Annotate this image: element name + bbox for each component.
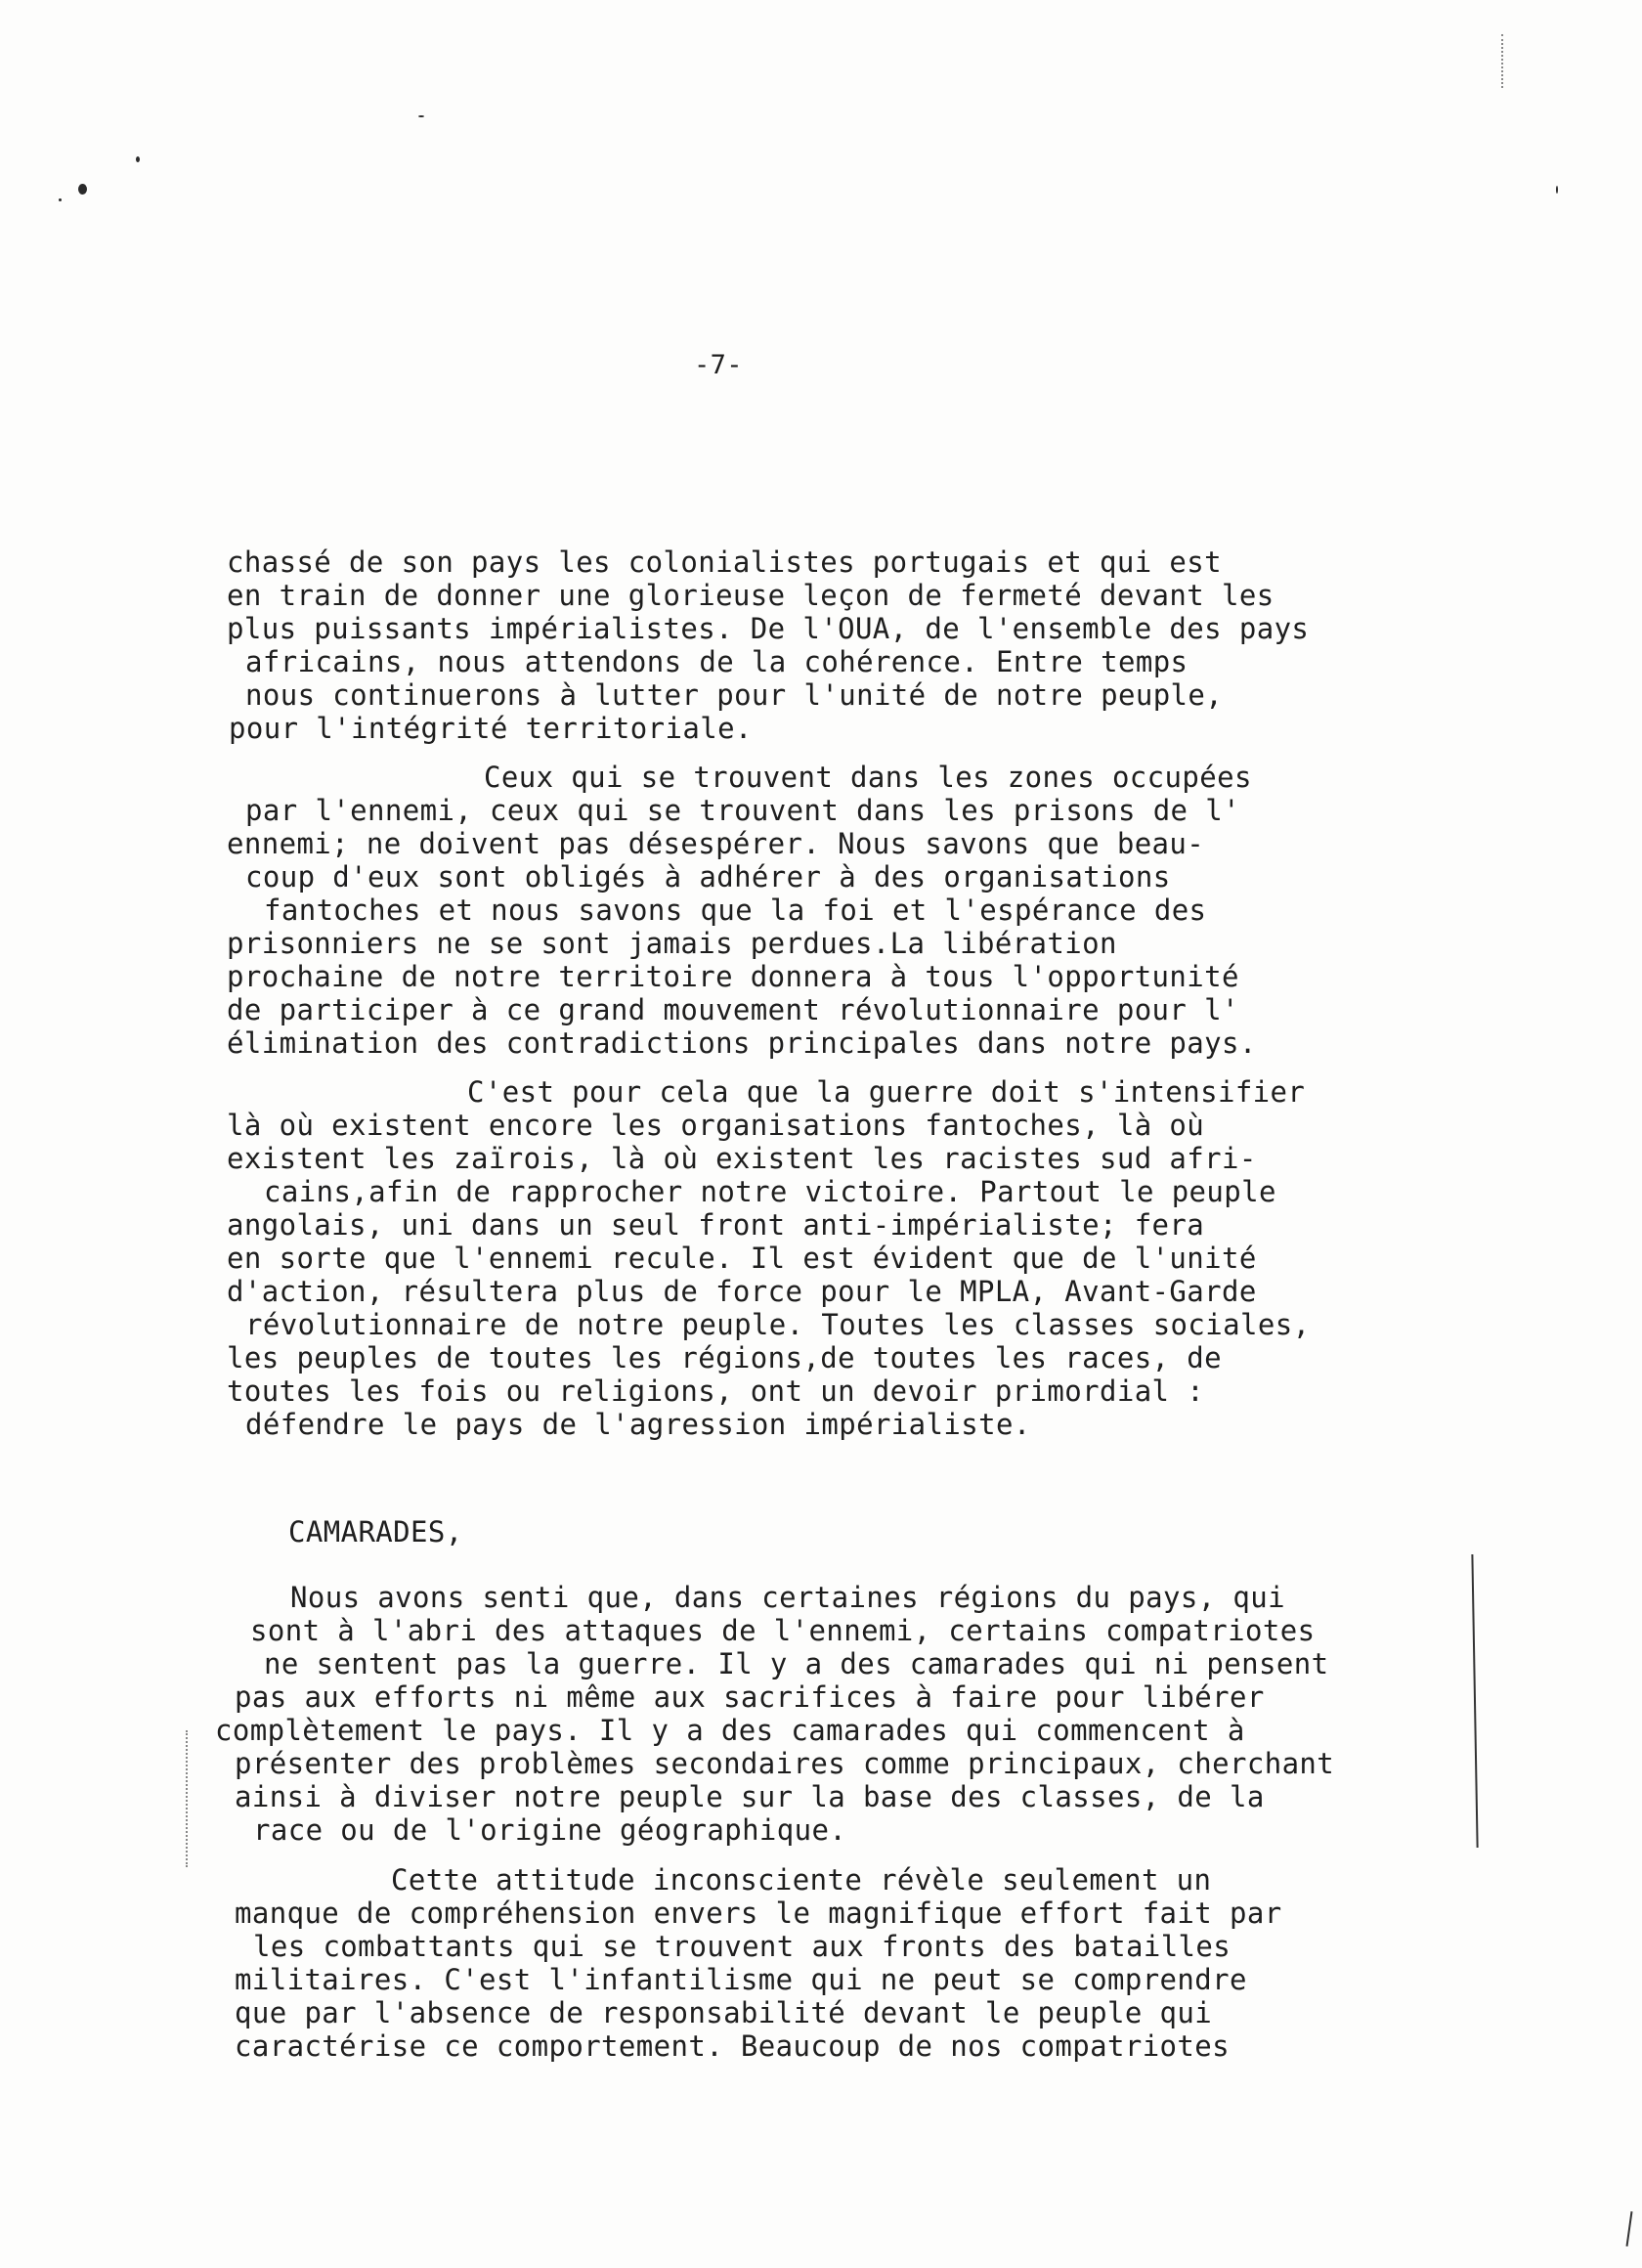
page-number: -7-: [694, 350, 743, 380]
text-line: prisonniers ne se sont jamais perdues.La libération: [227, 927, 1117, 960]
text-line: existent les zaïrois, là où existent les racistes sud afri-: [227, 1142, 1257, 1175]
text-line: pas aux efforts ni même aux sacrifices à faire pour libérer: [235, 1680, 1265, 1714]
text-line: complètement le pays. Il y a des camarades qui commencent à: [215, 1714, 1245, 1747]
text-line: chassé de son pays les colonialistes portugais et qui est: [227, 545, 1222, 579]
text-line: en train de donner une glorieuse leçon de fermeté devant les: [227, 579, 1275, 612]
text-line: manque de compréhension envers le magnifique effort fait par: [235, 1897, 1282, 1930]
margin-pen-mark: [1626, 2211, 1633, 2246]
text-line: prochaine de notre territoire donnera à tous l'opportunité: [227, 960, 1239, 993]
scan-margin-dots: [186, 1730, 188, 1867]
scan-speck: [136, 156, 140, 162]
text-line: que par l'absence de responsabilité devant le peuple qui: [235, 1996, 1213, 2029]
text-line: sont à l'abri des attaques de l'ennemi, certains compatriotes: [250, 1614, 1316, 1647]
text-line: coup d'eux sont obligés à adhérer à des organisations: [245, 860, 1171, 894]
text-line: les combattants qui se trouvent aux fronts des batailles: [253, 1930, 1232, 1963]
section-heading: CAMARADES,: [288, 1515, 463, 1548]
text-line: Nous avons senti que, dans certaines régions du pays, qui: [290, 1581, 1285, 1614]
scan-speck: [78, 184, 87, 195]
text-line: les peuples de toutes les régions,de toutes les races, de: [227, 1341, 1222, 1374]
text-line: là où existent encore les organisations fantoches, là où: [227, 1109, 1205, 1142]
text-line: caractérise ce comportement. Beaucoup de nos compatriotes: [235, 2029, 1230, 2063]
text-line: révolutionnaire de notre peuple. Toutes les classes sociales,: [245, 1308, 1311, 1341]
margin-pen-mark: [1471, 1554, 1478, 1848]
text-line: africains, nous attendons de la cohérence. Entre temps: [245, 645, 1188, 678]
text-line: ennemi; ne doivent pas désespérer. Nous savons que beau-: [227, 827, 1205, 860]
scan-margin-dots: [1501, 34, 1503, 88]
text-line: ainsi à diviser notre peuple sur la base des classes, de la: [235, 1780, 1265, 1813]
text-line: race ou de l'origine géographique.: [253, 1813, 847, 1847]
text-line: en sorte que l'ennemi recule. Il est évident que de l'unité: [227, 1242, 1257, 1275]
text-line: militaires. C'est l'infantilisme qui ne peut se comprendre: [235, 1963, 1247, 1996]
text-line: Cette attitude inconsciente révèle seulement un: [391, 1863, 1212, 1897]
text-line: angolais, uni dans un seul front anti-impérialiste; fera: [227, 1208, 1205, 1242]
text-line: élimination des contradictions principales dans notre pays.: [227, 1026, 1257, 1060]
text-line: nous continuerons à lutter pour l'unité de notre peuple,: [245, 678, 1224, 712]
scan-speck: [418, 115, 424, 117]
text-line: Ceux qui se trouvent dans les zones occupées: [484, 761, 1252, 794]
text-line: fantoches et nous savons que la foi et l'espérance des: [264, 894, 1207, 927]
text-line: de participer à ce grand mouvement révolutionnaire pour l': [227, 993, 1239, 1026]
text-line: ne sentent pas la guerre. Il y a des camarades qui ni pensent: [264, 1647, 1329, 1680]
text-line: plus puissants impérialistes. De l'OUA, de l'ensemble des pays: [227, 612, 1310, 645]
scan-speck: [59, 198, 62, 201]
text-line: présenter des problèmes secondaires comme principaux, cherchant: [235, 1747, 1335, 1780]
text-line: par l'ennemi, ceux qui se trouvent dans les prisons de l': [245, 794, 1240, 827]
text-line: C'est pour cela que la guerre doit s'intensifier: [467, 1075, 1306, 1109]
scan-speck: [1556, 186, 1558, 194]
text-line: d'action, résultera plus de force pour le MPLA, Avant-Garde: [227, 1275, 1257, 1308]
text-line: pour l'intégrité territoriale.: [229, 712, 753, 745]
text-line: cains,afin de rapprocher notre victoire. Partout le peuple: [264, 1175, 1276, 1208]
text-line: défendre le pays de l'agression impérialiste.: [245, 1408, 1031, 1441]
text-line: toutes les fois ou religions, ont un devoir primordial :: [227, 1374, 1205, 1408]
